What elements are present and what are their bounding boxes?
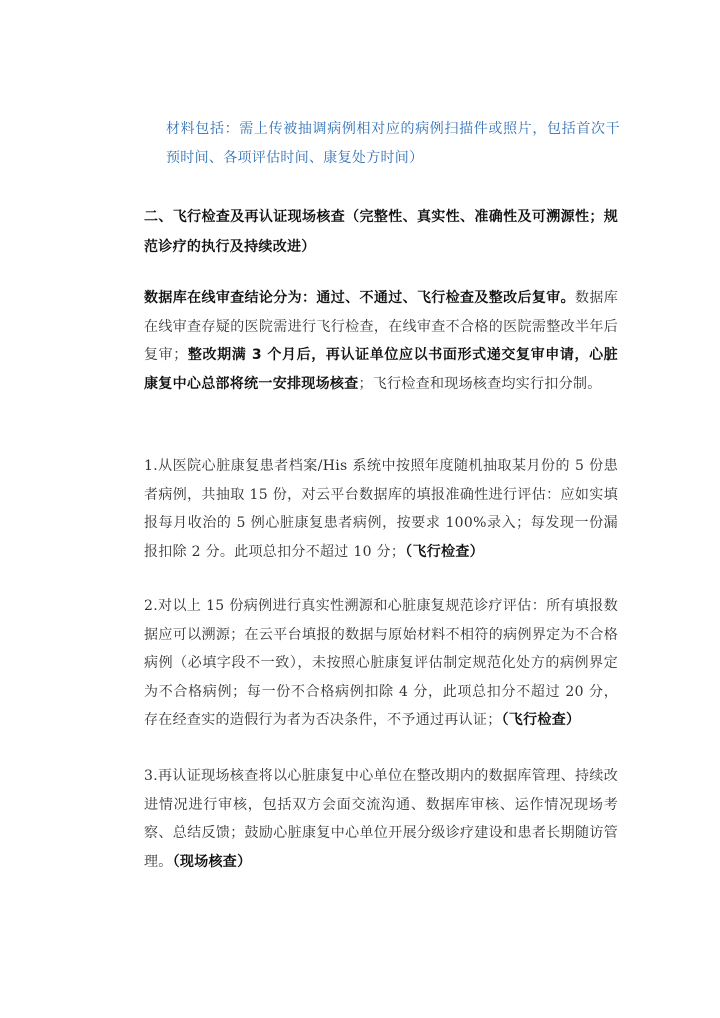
item-2-paragraph (144, 592, 618, 735)
conclusion-paragraph (144, 284, 618, 398)
item-3-paragraph (144, 762, 618, 876)
materials-note: 材料包括：需上传被抽调病例相对应的病例扫描件或照片，包括首次干预时间、各项评估时间、康复处方时间） (166, 121, 620, 166)
item-3-text: 3.再认证现场核查将以心脏康复中心单位在整改期内的数据库管理、持续改进情况进行审核，包括双方会面交流沟通、数据库审核、运作情况现场考察、总结反馈；鼓励心脏康复中心单位开展分级诊疗建设和患者长期随访管理。 (144, 768, 618, 870)
item-2-text: 2.对以上 15 份病例进行真实性溯源和心脏康复规范诊疗评估：所有填报数据应可以溯源；在云平台填报的数据与原始材料不相符的病例界定为不合格病例（必填字段不一致），未按照心脏康复评估制定规范化处方的病例界定为不合格病例；每一份不合格病例扣除 4 分，此项总扣分不超过 20 分，存在经查实的造假行为者为否决条件，不予通过再认证； (144, 598, 618, 728)
item-3-tag: （现场核查） (172, 853, 252, 870)
section-heading: 二、飞行检查及再认证现场核查（完整性、真实性、准确性及可溯源性；规范诊疗的执行及持续改进） (144, 209, 618, 255)
conclusion-bold-1: 数据库在线审查结论分为：通过、不通过、飞行检查及整改后复审。 (144, 290, 575, 306)
item-1-paragraph (144, 452, 618, 566)
conclusion-normal-2: ；飞行检查和现场核查均实行扣分制。 (358, 375, 602, 392)
item-1-text: 1.从医院心脏康复患者档案/His 系统中按照年度随机抽取某月份的 5 份患者病例，共抽取 15 份，对云平台数据库的填报准确性进行评估：应如实填报每月收治的 5 例心脏康复患者病例，按要求 100%录入；每发现一份漏报扣除 2 分。此项总扣分不超过 10 分； (144, 458, 618, 560)
item-1-tag: （飞行检查） (405, 543, 484, 560)
conclusion-normal-1: 数据库在线审查存疑的医院需进行飞行检查，在线审查不合格的医院需整改半年后复审； (144, 290, 618, 363)
item-2-tag: （飞行检查） (501, 712, 581, 728)
conclusion-bold-2: 整改期满 3 个月后，再认证单位应以书面形式递交复审申请，心脏康复中心总部将统一安排现场核查 (144, 347, 618, 392)
